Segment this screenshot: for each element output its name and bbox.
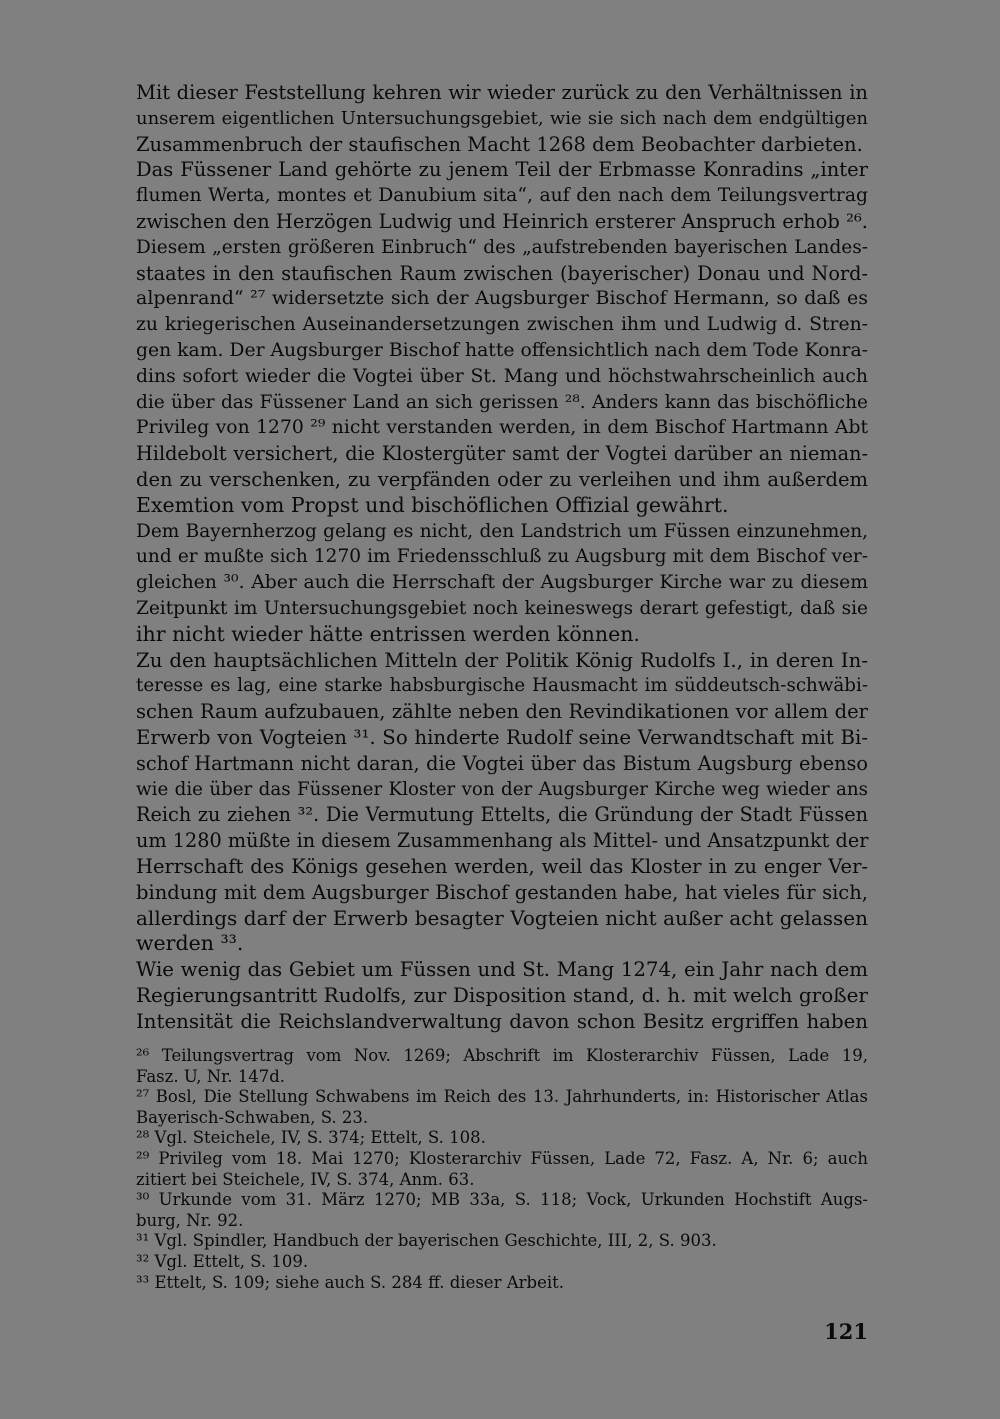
footnote-line: ³³ Ettelt, S. 109; siehe auch S. 284 ff. dieser Arbeit. xyxy=(136,1272,564,1292)
text-line: um 1280 müßte in diesem Zusammenhang als Mittel- und Ansatzpunkt der xyxy=(136,829,869,853)
text-line: Erwerb von Vogteien ³¹. So hinderte Rudolf seine Verwandtschaft mit Bi- xyxy=(136,725,868,749)
footnote-line: ²⁸ Vgl. Steichele, IV, S. 374; Ettelt, S. 108. xyxy=(136,1128,486,1148)
footnote-line: ³² Vgl. Ettelt, S. 109. xyxy=(136,1251,309,1271)
footnote-line: ²⁹ Privileg vom 18. Mai 1270; Klosterarchiv Füssen, Lade 72, Fasz. A, Nr. 6; auch xyxy=(136,1148,868,1168)
text-line: Regierungsantritt Rudolfs, zur Disposition stand, d. h. mit welch großer xyxy=(136,982,868,1007)
text-line: zwischen den Herzögen Ludwig und Heinrich ersterer Anspruch erhob ²⁶. xyxy=(136,209,868,233)
text-line: und er mußte sich 1270 im Friedensschluß zu Augsburg mit dem Bischof ver- xyxy=(136,546,868,568)
text-line: Zusammenbruch der staufischen Macht 1268 dem Beobachter darbieten. xyxy=(136,132,863,156)
text-line: gleichen ³⁰. Aber auch die Herrschaft der Augsburger Kirche war zu diesem xyxy=(136,572,868,594)
text-line: teresse es lag, eine starke habsburgische Hausmacht im süddeutsch-schwäbi- xyxy=(136,675,868,697)
text-line: die über das Füssener Land an sich gerissen ²⁸. Anders kann das bischöfliche xyxy=(136,391,868,413)
text-line: bindung mit dem Augsburger Bischof gestanden habe, hat vieles für sich, xyxy=(136,880,868,904)
text-line: zu kriegerischen Auseinandersetzungen zwischen ihm und Ludwig d. Stren- xyxy=(136,314,868,336)
text-line: allerdings darf der Erwerb besagter Vogteien nicht außer acht gelassen xyxy=(136,905,868,930)
text-line: Intensität die Reichslandverwaltung davon schon Besitz ergriffen haben xyxy=(136,1009,868,1033)
text-line: Privileg von 1270 ²⁹ nicht verstanden werden, in dem Bischof Hartmann Abt xyxy=(136,417,868,439)
text-line: Das Füssener Land gehörte zu jenem Teil der Erbmasse Konradins „inter xyxy=(136,158,868,182)
text-line: wie die über das Füssener Kloster von der Augsburger Kirche weg wieder ans xyxy=(136,778,868,800)
text-line: schof Hartmann nicht daran, die Vogtei über das Bistum Augsburg ebenso xyxy=(136,751,868,775)
text-line: Zeitpunkt im Untersuchungsgebiet noch keineswegs derart gefestigt, daß sie xyxy=(136,597,868,619)
footnote-line: burg, Nr. 92. xyxy=(136,1210,244,1230)
text-line: Wie wenig das Gebiet um Füssen und St. Mang 1274, ein Jahr nach dem xyxy=(136,958,868,982)
text-line: Diesem „ersten größeren Einbruch“ des „aufstrebenden bayerischen Landes- xyxy=(136,236,868,258)
text-line: Hildebolt versichert, die Klostergüter samt der Vogtei darüber an nieman- xyxy=(136,442,868,466)
text-line: Exemtion vom Propst und bischöflichen Offizial gewährt. xyxy=(136,492,729,517)
text-line: flumen Werta, montes et Danubium sita“, auf den nach dem Teilungsvertrag xyxy=(136,185,868,207)
page-number: 121 xyxy=(824,1319,868,1344)
footnote-line: ³⁰ Urkunde vom 31. März 1270; MB 33a, S. 118; Vock, Urkunden Hochstift Augs- xyxy=(136,1190,868,1210)
main-text xyxy=(136,80,868,1034)
text-line: schen Raum aufzubauen, zählte neben den Revindikationen vor allem der xyxy=(136,700,868,724)
footnote-line: ³¹ Vgl. Spindler, Handbuch der bayerischen Geschichte, III, 2, S. 903. xyxy=(136,1231,717,1251)
footnote-line: ²⁶ Teilungsvertrag vom Nov. 1269; Abschrift im Klosterarchiv Füssen, Lade 19, xyxy=(136,1046,868,1065)
text-line: Herrschaft des Königs gesehen werden, weil das Kloster in zu enger Ver- xyxy=(136,854,868,878)
text-line: staates in den staufischen Raum zwischen (bayerischer) Donau und Nord- xyxy=(136,261,868,285)
text-line: Mit dieser Feststellung kehren wir wieder zurück zu den Verhältnissen in xyxy=(136,81,868,104)
text-line: Zu den hauptsächlichen Mitteln der Politik König Rudolfs I., in deren In- xyxy=(136,648,868,672)
text-line: ihr nicht wieder hätte entrissen werden können. xyxy=(136,621,640,646)
text-line: alpenrand“ ²⁷ widersetzte sich der Augsburger Bischof Hermann, so daß es xyxy=(136,287,868,310)
footnote-line: ²⁷ Bosl, Die Stellung Schwabens im Reich des 13. Jahrhunderts, in: Historischer Atlas xyxy=(136,1087,868,1107)
text-line: werden ³³. xyxy=(136,931,244,956)
footnote-line: Fasz. U, Nr. 147d. xyxy=(136,1066,285,1086)
footnotes xyxy=(136,1046,868,1293)
text-line: unserem eigentlichen Untersuchungsgebiet, wie sie sich nach dem endgültigen xyxy=(136,107,868,129)
text-line: gen kam. Der Augsburger Bischof hatte offensichtlich nach dem Tode Konra- xyxy=(136,339,868,361)
footnote-line: Bayerisch-Schwaben, S. 23. xyxy=(136,1107,369,1127)
text-line: den zu verschenken, zu verpfänden oder zu verleihen und ihm außerdem xyxy=(136,467,868,491)
text-line: Reich zu ziehen ³². Die Vermutung Ettelts, die Gründung der Stadt Füssen xyxy=(136,803,868,827)
text-line: Dem Bayernherzog gelang es nicht, den Landstrich um Füssen einzunehmen, xyxy=(136,520,868,542)
text-line: dins sofort wieder die Vogtei über St. Mang und höchstwahrscheinlich auch xyxy=(136,365,868,387)
footnote-line: zitiert bei Steichele, IV, S. 374, Anm. 63. xyxy=(136,1169,475,1189)
